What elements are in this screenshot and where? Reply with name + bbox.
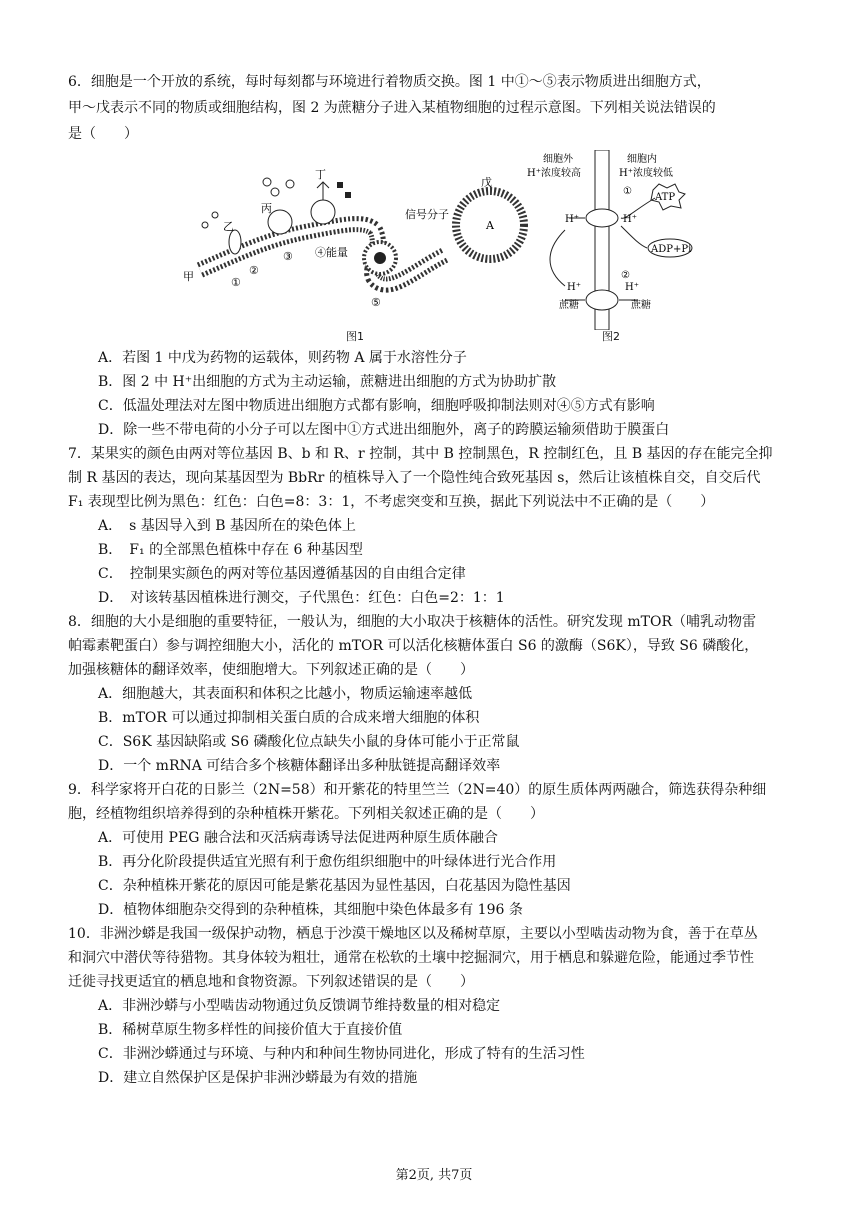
q9-option-a: A．可使用 PEG 融合法和灭活病毒诱导法促进两种原生质体融合 <box>98 830 498 846</box>
q7-option-b: B． F₁ 的全部黑色植株中存在 6 种基因型 <box>98 542 363 558</box>
q8-line2: 帕霉素靶蛋白）参与调控细胞大小，活化的 mTOR 可以活化核糖体蛋白 S6 的激酶（S6K），导致 S6 磷酸化， <box>68 638 759 654</box>
q10-option-c: C．非洲沙蟒通过与环境、与种内和种间生物协同进化，形成了特有的生活习性 <box>98 1046 585 1062</box>
molecule-dot <box>212 212 218 218</box>
q6-line2: 甲～戊表示不同的物质或细胞结构，图 2 为蔗糖分子进入某植物细胞的过程示意图。下列相关说法错误的 <box>68 100 716 116</box>
page-number: 第2页, 共7页 <box>395 1168 473 1183</box>
vesicle-cargo <box>374 252 386 264</box>
label-bing: 丙 <box>261 202 272 215</box>
proton-return-arrow-icon <box>550 230 565 286</box>
q6-option-c: C．低温处理法对左图中物质进出细胞方式都有影响，细胞呼吸抑制法则对④⑤方式有影响 <box>98 398 655 414</box>
molecule-dot <box>271 188 279 196</box>
q6-option-a: A．若图 1 中戊为药物的运载体，则药物 A 属于水溶性分子 <box>98 350 467 366</box>
figure1-membrane-diagram <box>175 160 535 350</box>
q7-line1: 7．某果实的颜色由两对等位基因 B、b 和 R、r 控制，其中 B 控制黑色，R 控制红色，且 B 基因的存在能完全抑 <box>68 446 773 462</box>
q8-option-c: C．S6K 基因缺陷或 S6 磷酸化位点缺失小鼠的身体可能小于正常鼠 <box>98 734 520 750</box>
q6-option-d: D．除一些不带电荷的小分子可以左图中①方式进出细胞外，离子的跨膜运输须借助于膜蛋白 <box>98 422 670 438</box>
label-h-cotrans-out: H⁺ <box>567 282 581 293</box>
q10-line3: 迁徙寻找更适宜的栖息地和食物资源。下列叙述错误的是（ ） <box>68 974 474 990</box>
label-yi: 乙 <box>223 220 234 233</box>
label-wu: 戊 <box>481 176 492 189</box>
q7-option-d: D． 对该转基因植株进行测交，子代黑色：红色：白色=2：1：1 <box>98 590 505 606</box>
label-2: ② <box>249 264 259 277</box>
q6-line3: 是（ ） <box>68 126 138 142</box>
q7-option-a: A． s 基因导入到 B 基因所在的染色体上 <box>98 518 356 534</box>
figure1-caption: 图1 <box>346 330 364 343</box>
q7-line3: F₁ 表现型比例为黑色：红色：白色=8：3：1，不考虑突变和互换，据此下列说法中不正确的是（ ） <box>68 494 715 510</box>
q10-line2: 和洞穴中潜伏等待猎物。其身体较为粗壮，通常在松软的土壤中挖掘洞穴，用于栖息和躲避危险，能通过季节性 <box>68 950 754 966</box>
arrow-icon <box>621 226 647 248</box>
label-atp: ATP <box>655 192 676 203</box>
label-h-cotrans-in: H⁺ <box>625 282 639 293</box>
label-5: ⑤ <box>371 296 381 309</box>
figure2-caption: 图2 <box>602 330 620 343</box>
molecule-dot <box>286 180 294 188</box>
label-outside: 细胞外 <box>543 154 573 165</box>
label-1: ① <box>231 276 241 289</box>
q8-line3: 加强核糖体的翻译效率，使细胞增大。下列叙述正确的是（ ） <box>68 662 474 678</box>
q8-option-d: D．一个 mRNA 可结合多个核糖体翻译出多种肽链提高翻译效率 <box>98 758 501 774</box>
arrow-icon <box>317 182 329 200</box>
q9-option-b: B．再分化阶段提供适宜光照有利于愈伤组织细胞中的叶绿体进行光合作用 <box>98 854 557 870</box>
q6-option-b: B．图 2 中 H⁺出细胞的方式为主动运输，蔗糖进出细胞的方式为协助扩散 <box>98 374 557 390</box>
label-inside-sub: H⁺浓度较低 <box>619 168 673 179</box>
label-circle-2: ② <box>621 270 630 281</box>
q9-line2: 胞，经植物组织培养得到的杂种植株开紫花。下列相关叙述正确的是（ ） <box>68 806 544 822</box>
label-sucrose-out: 蔗糖 <box>559 300 579 311</box>
proton-pump <box>586 209 618 227</box>
q10-option-b: B．稀树草原生物多样性的间接价值大于直接价值 <box>98 1022 403 1038</box>
channel-protein <box>229 230 241 254</box>
figure2-sucrose-transport <box>525 150 695 330</box>
label-inside: 细胞内 <box>627 154 657 165</box>
label-A: A <box>486 219 494 232</box>
q9-line1: 9．科学家将开白花的日影兰（2N=58）和开紫花的特里竺兰（2N=40）的原生质体两两融合，筛选获得杂种细 <box>68 782 767 798</box>
q7-line2: 制 R 基因的表达，现向某基因型为 BbRr 的植株导入了一个隐性纯合致死基因 s，然后让该植株自交，自交后代 <box>68 470 761 486</box>
q10-option-a: A．非洲沙蟒与小型啮齿动物通过负反馈调节维持数量的相对稳定 <box>98 998 501 1014</box>
q6-line1: 6．细胞是一个开放的系统，每时每刻都与环境进行着物质交换。图 1 中①～⑤表示物质进出细胞方式， <box>68 74 711 90</box>
label-adp: ADP+Pi <box>651 244 692 255</box>
q10-option-d: D．建立自然保护区是保护非洲沙蟒最为有效的措施 <box>98 1070 418 1086</box>
cotransporter <box>586 290 618 310</box>
label-sucrose-in: 蔗糖 <box>631 300 651 311</box>
label-outside-sub: H⁺浓度较高 <box>527 168 581 179</box>
label-h-in: H⁺ <box>623 214 637 225</box>
q9-option-c: C．杂种植株开紫花的原因可能是紫花基因为显性基因，白花基因为隐性基因 <box>98 878 571 894</box>
molecule-dot <box>202 222 208 228</box>
q7-option-c: C． 控制果实颜色的两对等位基因遵循基因的自由组合定律 <box>98 566 466 582</box>
label-3: ③ <box>283 250 293 263</box>
pump-protein <box>311 200 335 224</box>
q8-option-a: A．细胞越大，其表面积和体积之比越小，物质运输速率越低 <box>98 686 473 702</box>
molecule-square <box>345 192 351 198</box>
label-jia: 甲 <box>183 270 194 283</box>
q10-line1: 10．非洲沙蟒是我国一级保护动物，栖息于沙漠干燥地区以及稀树草原，主要以小型啮齿动物为食，善于在草丛 <box>68 926 758 942</box>
label-h-out: H⁺ <box>565 214 579 225</box>
label-circle-1: ① <box>623 186 632 197</box>
label-ding: 丁 <box>315 168 326 181</box>
label-signal-molecule: 信号分子 <box>405 208 449 221</box>
q8-line1: 8．细胞的大小是细胞的重要特征，一般认为，细胞的大小取决于核糖体的活性。研究发现 mTOR（哺乳动物雷 <box>68 614 756 630</box>
label-4-energy: ④能量 <box>315 246 348 259</box>
q8-option-b: B．mTOR 可以通过抑制相关蛋白质的合成来增大细胞的体积 <box>98 710 480 726</box>
molecule-square <box>337 182 343 188</box>
q9-option-d: D．植物体细胞杂交得到的杂种植株，其细胞中染色体最多有 196 条 <box>98 902 523 918</box>
molecule-dot <box>263 178 271 186</box>
